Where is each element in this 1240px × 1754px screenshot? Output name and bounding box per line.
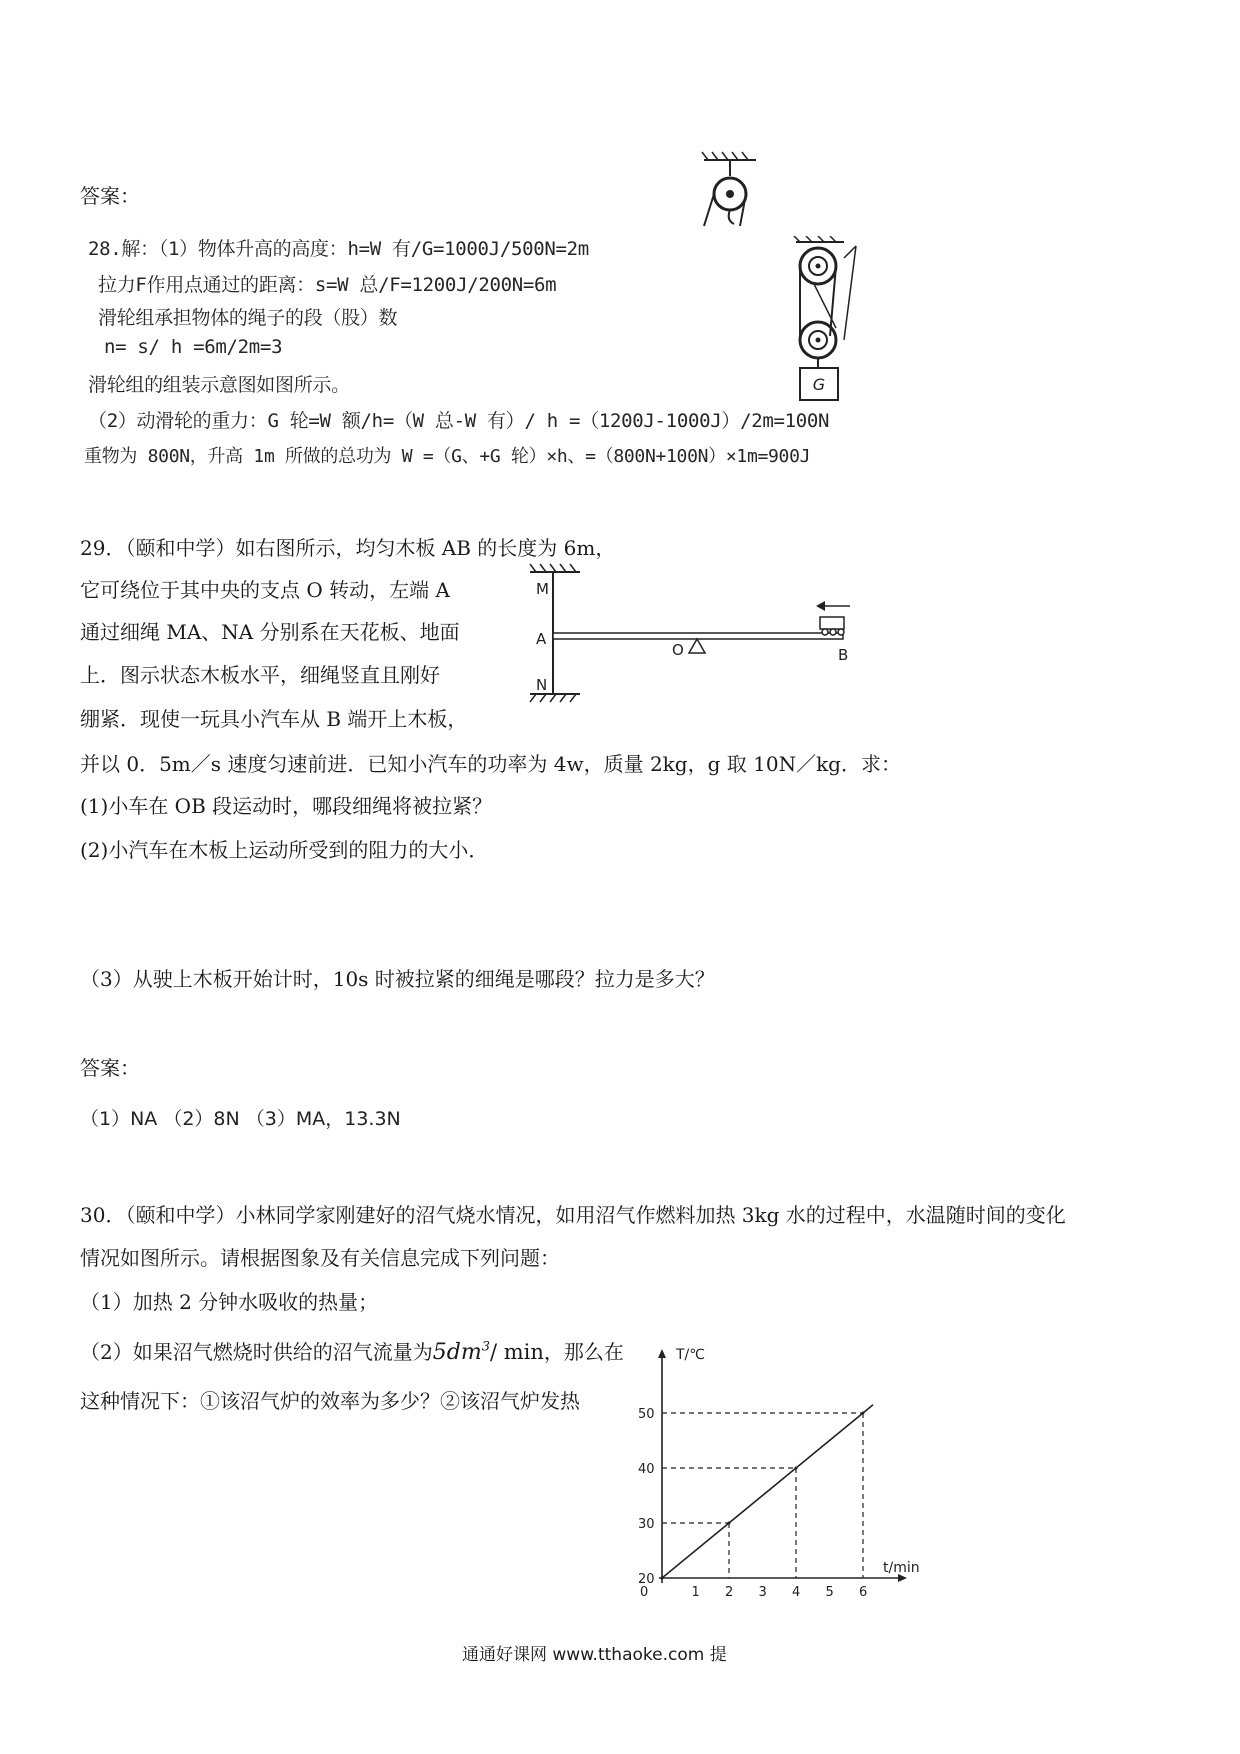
q28-line-4: n= s/ h =6m/2m=3 xyxy=(104,336,283,358)
y-tick-label: 20 xyxy=(638,1572,655,1587)
y-tick-label: 40 xyxy=(638,1462,655,1477)
q30-line-2: 情况如图所示。请根据图象及有关信息完成下列问题： xyxy=(80,1246,560,1270)
x-tick-label: 6 xyxy=(859,1585,868,1600)
label-m: M xyxy=(536,580,549,598)
q30-line-3: （1）加热 2 分钟水吸收的热量； xyxy=(80,1290,379,1314)
q30-line-5: 这种情况下：①该沼气炉的效率为多少？②该沼气炉发热 xyxy=(80,1389,580,1413)
y-axis-arrow xyxy=(658,1349,666,1358)
q30-line-4 xyxy=(80,1336,624,1365)
temperature-time-chart xyxy=(636,1343,936,1608)
q29-line-7: (1)小车在 OB 段运动时，哪段细绳将被拉紧？ xyxy=(80,794,493,818)
q30-line-4-text: （2）如果沼气燃烧时供给的沼气流量为 xyxy=(80,1340,433,1364)
q30-line-4-tail: ，那么在 xyxy=(543,1340,624,1364)
label-b: B xyxy=(838,646,849,664)
y-tick-label: 50 xyxy=(638,1407,655,1422)
footer-watermark: 通通好课网 www.tthaoke.com 提 xyxy=(462,1645,727,1665)
series-line xyxy=(662,1405,873,1578)
y-tick-label: 30 xyxy=(638,1517,655,1532)
q30-line-1: 30．（颐和中学）小林同学家刚建好的沼气烧水情况，如用沼气作燃料加热 3kg 水的过程中，水温随时间的变化 xyxy=(80,1203,1066,1227)
q28-line-5: 滑轮组的组装示意图如图所示。 xyxy=(88,374,350,396)
lever-figure xyxy=(520,562,860,712)
q29-line-3: 通过细绳 MA、NA 分别系在天花板、地面 xyxy=(80,620,460,644)
x-tick-label: 3 xyxy=(758,1585,767,1600)
q29-line-2: 它可绕位于其中央的支点 O 转动，左端 A xyxy=(80,578,450,602)
weight-label: G xyxy=(812,375,826,394)
q28-line-1: 28.解：（1）物体升高的高度：h=W 有/G=1000J/500N=2m xyxy=(88,238,589,260)
q28-line-7: 重物为 800N，升高 1m 所做的总功为 W =（G、+G 轮）×h、=（800N+100N）×1m=900J xyxy=(84,446,811,467)
label-o: O xyxy=(672,641,684,659)
q29-answer-label: 答案： xyxy=(80,1056,140,1080)
data-point xyxy=(661,1577,664,1580)
y-axis-label: T/℃ xyxy=(676,1347,705,1363)
flow-expression xyxy=(433,1340,490,1365)
label-n: N xyxy=(536,676,548,694)
flow-power: 3 xyxy=(481,1339,490,1355)
x-tick-label: 1 xyxy=(691,1585,700,1600)
single-pulley-figure xyxy=(700,150,790,230)
x-tick-label: 4 xyxy=(792,1585,801,1600)
data-point xyxy=(862,1412,865,1415)
q29-line-9: （3）从驶上木板开始计时，10s 时被拉紧的细绳是哪段？拉力是多大？ xyxy=(80,967,715,991)
x-tick-label: 5 xyxy=(825,1585,834,1600)
q29-line-6: 并以 0．5m／s 速度匀速前进．已知小汽车的功率为 4w，质量 2kg，g 取 10N／kg．求： xyxy=(80,752,901,776)
q29-line-1: 29．（颐和中学）如右图所示，均匀木板 AB 的长度为 6m， xyxy=(80,536,616,560)
data-point xyxy=(728,1522,731,1525)
flow-value: 5dm xyxy=(432,1340,482,1365)
q29-line-4: 上．图示状态木板水平，细绳竖直且刚好 xyxy=(80,663,440,687)
q29-answer: （1）NA （2）8N （3）MA，13.3N xyxy=(80,1108,401,1130)
flow-unit: / min xyxy=(489,1340,544,1364)
x-axis-label: t/min xyxy=(883,1560,920,1576)
data-point xyxy=(795,1467,798,1470)
pulley-block-figure xyxy=(790,236,870,406)
q28-answer-label: 答案： xyxy=(80,184,140,208)
q29-line-8: (2)小汽车在木板上运动所受到的阻力的大小． xyxy=(80,838,489,862)
x-tick-label: 0 xyxy=(640,1585,649,1600)
q29-line-5: 绷紧．现使一玩具小汽车从 B 端开上木板， xyxy=(80,707,468,731)
q28-line-3: 滑轮组承担物体的绳子的段（股）数 xyxy=(98,307,398,329)
x-tick-label: 2 xyxy=(725,1585,734,1600)
q28-line-6: （2）动滑轮的重力：G 轮=W 额/h=（W 总-W 有）/ h =（1200J-1000J）/2m=100N xyxy=(88,410,830,432)
label-a: A xyxy=(536,630,547,648)
q28-line-2: 拉力F作用点通过的距离：s=W 总/F=1200J/200N=6m xyxy=(98,274,557,296)
